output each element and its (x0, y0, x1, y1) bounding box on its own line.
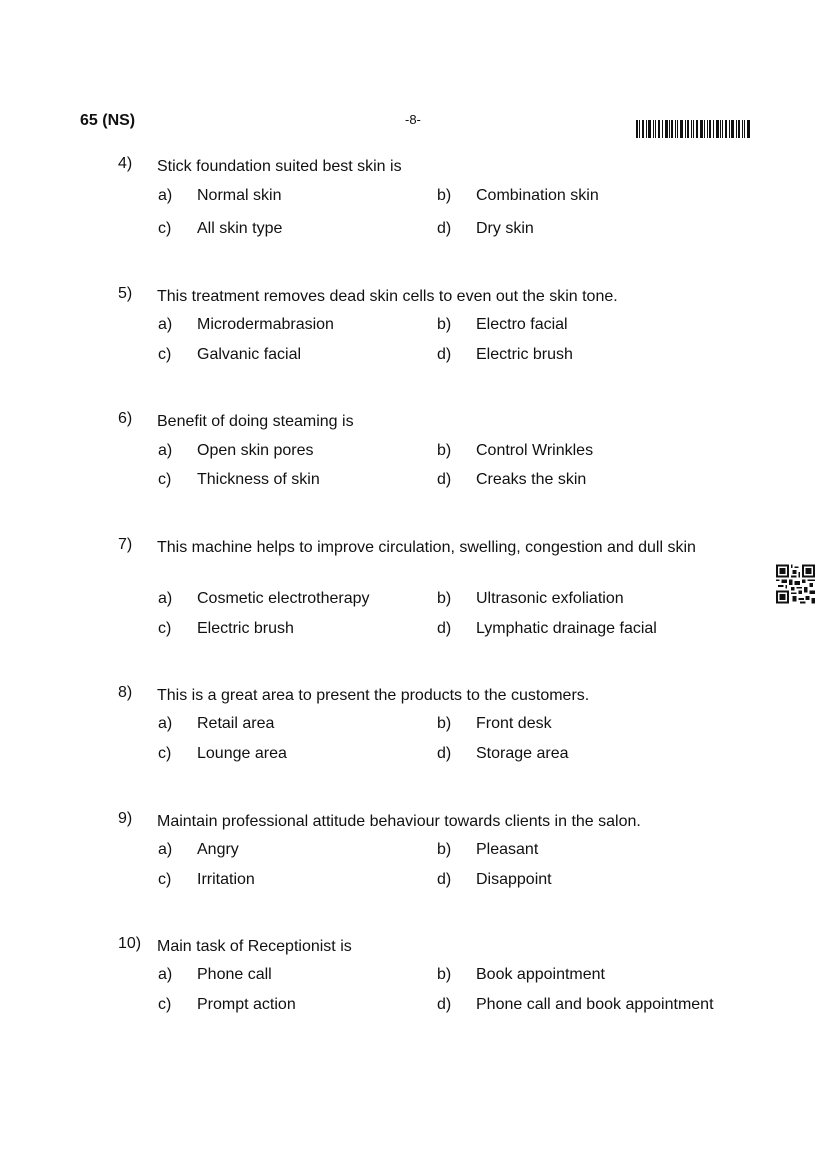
question-text: Stick foundation suited best skin is (157, 158, 402, 175)
option-text: Galvanic facial (197, 346, 302, 363)
option-text: Disappoint (476, 871, 552, 888)
option-text: Creaks the skin (476, 471, 587, 488)
question-text: Benefit of doing steaming is (157, 413, 354, 430)
option-letter: c) (158, 745, 172, 762)
option-letter: c) (158, 471, 172, 488)
option-letter: a) (158, 187, 173, 204)
question-text: This treatment removes dead skin cells to even out the skin tone. (157, 288, 618, 305)
option-letter: b) (437, 187, 452, 204)
question-text: Maintain professional attitude behaviour towards clients in the salon. (157, 813, 641, 830)
question-text: This is a great area to present the products to the customers. (157, 687, 590, 704)
question-text: This machine helps to improve circulation, swelling, congestion and dull skin (157, 539, 696, 556)
option-letter: c) (158, 620, 172, 637)
option-text: Control Wrinkles (476, 442, 594, 459)
option-letter: d) (437, 346, 452, 363)
barcode-icon (636, 120, 750, 138)
question-4 (118, 155, 750, 177)
question-8 (118, 684, 750, 706)
question-number: 9) (118, 810, 133, 827)
option-letter: b) (437, 841, 452, 858)
option-letter: b) (437, 590, 452, 607)
question-number: 6) (118, 410, 133, 427)
option-letter: a) (158, 841, 173, 858)
option-letter: a) (158, 590, 173, 607)
option-text: Dry skin (476, 220, 534, 237)
option-text: Pleasant (476, 841, 539, 858)
question-5 (118, 285, 750, 307)
option-letter: b) (437, 316, 452, 333)
option-text: Phone call and book appointment (476, 996, 714, 1013)
option-letter: c) (158, 871, 172, 888)
option-text: Angry (197, 841, 239, 858)
option-letter: a) (158, 442, 173, 459)
option-text: Open skin pores (197, 442, 314, 459)
option-text: Cosmetic electrotherapy (197, 590, 370, 607)
option-letter: d) (437, 745, 452, 762)
option-text: Electro facial (476, 316, 568, 333)
page-number: -8- (405, 112, 421, 127)
question-number: 10) (118, 935, 142, 952)
question-text: Main task of Receptionist is (157, 938, 352, 955)
option-letter: b) (437, 966, 452, 983)
question-number: 5) (118, 285, 133, 302)
option-text: Microdermabrasion (197, 316, 334, 333)
option-letter: b) (437, 715, 452, 732)
question-number: 7) (118, 536, 133, 553)
question-number: 4) (118, 155, 133, 172)
option-text: Irritation (197, 871, 255, 888)
question-number: 8) (118, 684, 133, 701)
option-letter: a) (158, 966, 173, 983)
option-letter: c) (158, 220, 172, 237)
option-letter: d) (437, 996, 452, 1013)
question-9 (118, 810, 750, 832)
option-text: Retail area (197, 715, 275, 732)
qr-code-icon (776, 564, 815, 604)
option-text: Storage area (476, 745, 569, 762)
option-letter: c) (158, 996, 172, 1013)
option-letter: d) (437, 620, 452, 637)
option-text: Thickness of skin (197, 471, 320, 488)
option-text: Electric brush (197, 620, 294, 637)
option-letter: a) (158, 316, 173, 333)
option-text: Electric brush (476, 346, 573, 363)
question-6 (118, 410, 750, 432)
option-text: Lounge area (197, 745, 287, 762)
option-text: Front desk (476, 715, 552, 732)
question-10 (118, 935, 750, 957)
option-letter: b) (437, 442, 452, 459)
option-text: All skin type (197, 220, 283, 237)
option-text: Prompt action (197, 996, 296, 1013)
option-text: Ultrasonic exfoliation (476, 590, 624, 607)
option-letter: a) (158, 715, 173, 732)
option-letter: d) (437, 871, 452, 888)
option-letter: d) (437, 220, 452, 237)
option-text: Lymphatic drainage facial (476, 620, 657, 637)
option-text: Phone call (197, 966, 272, 983)
option-text: Normal skin (197, 187, 282, 204)
option-letter: c) (158, 346, 172, 363)
option-letter: d) (437, 471, 452, 488)
question-7 (118, 536, 750, 558)
option-text: Combination skin (476, 187, 599, 204)
option-text: Book appointment (476, 966, 605, 983)
paper-code: 65 (NS) (80, 112, 136, 129)
